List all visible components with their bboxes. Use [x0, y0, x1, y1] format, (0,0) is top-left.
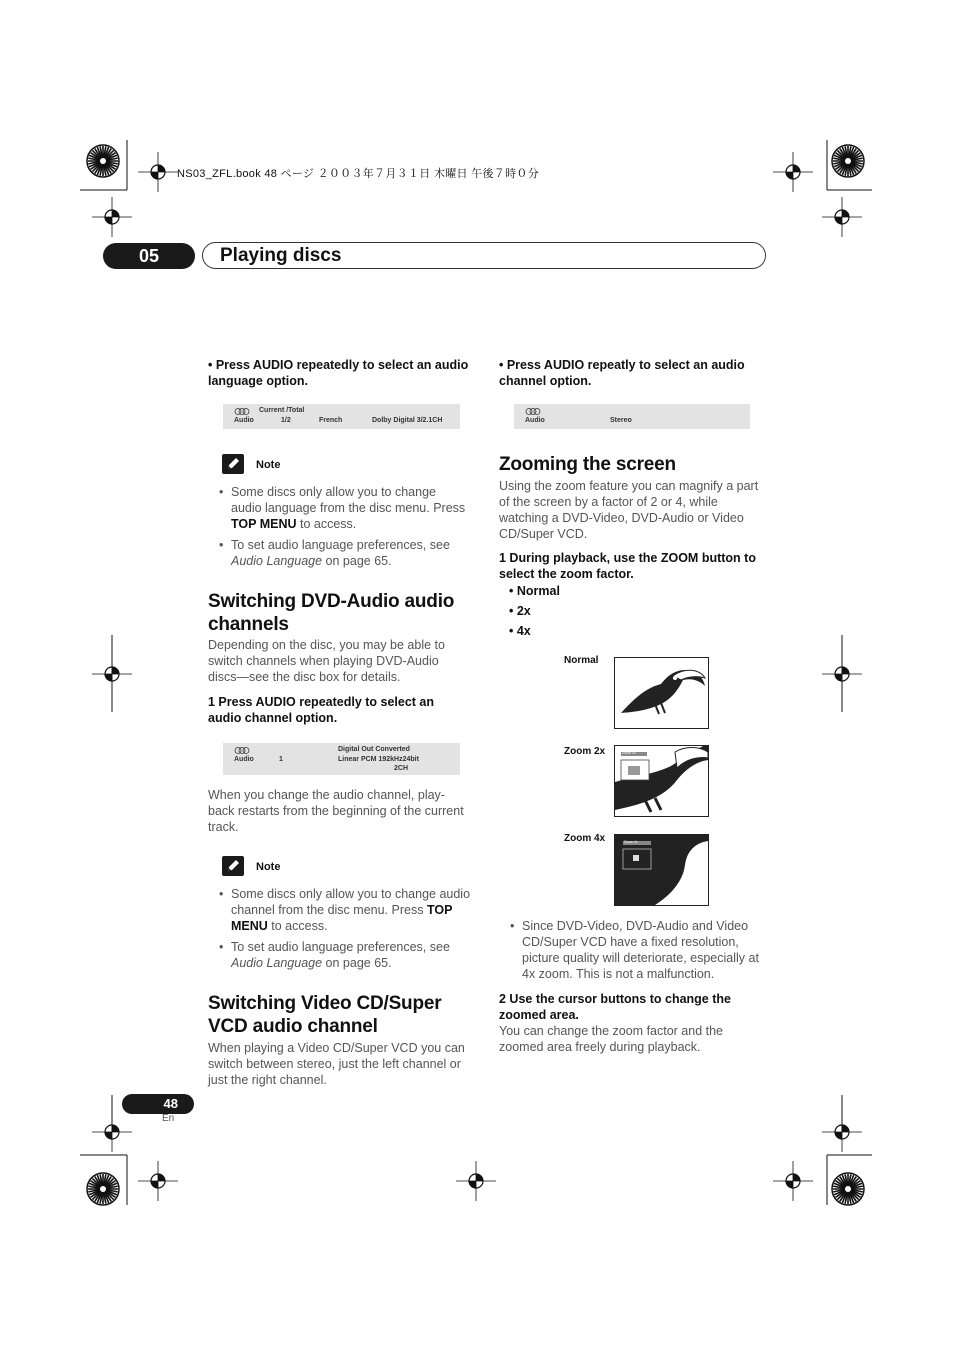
osd-line: Digital Out Converted: [338, 746, 410, 753]
note-icon: [222, 856, 244, 876]
section-body: Using the zoom feature you can magnify a part of the screen by a factor of 2 or 4, while watching a DVD-Video, DVD-Audio or Video CD/Super VCD.: [499, 479, 759, 541]
step-select-channel: 1 Press AUDIO repeatedly to select an audio channel option.: [208, 695, 435, 725]
language-code: En: [162, 1113, 175, 1124]
toucan-zoom-2x-illustration: [615, 746, 708, 816]
zoom-option: • Normal: [509, 584, 560, 598]
note-item: • Some discs only allow you to change audio channel from the disc menu. Press TOP MENU to access.: [217, 886, 473, 934]
figure-label: Zoom 4x: [564, 833, 606, 844]
audio-icon: [234, 408, 250, 415]
note-label: Note: [256, 861, 281, 873]
step-cursor-buttons: 2 Use the cursor buttons to change the zoomed area.: [499, 992, 731, 1022]
osd-value-channel: 1: [279, 756, 283, 763]
section-heading: Zooming the screen: [499, 454, 676, 475]
zoom-note-item: • Since DVD-Video, DVD-Audio and Video CD/Super VCD have a fixed resolution, picture quality will deteriorate, especially at 4x zoom. This is not a malfunction.: [508, 918, 764, 982]
osd-value-language: French: [319, 417, 343, 424]
note-item: • To set audio language preferences, see Audio Language on page 65.: [217, 537, 467, 569]
osd-audio-channel: [223, 743, 460, 775]
page-number-badge: 48: [122, 1094, 194, 1114]
zoom-options-list: [509, 581, 560, 641]
figure-label: Zoom 2x: [564, 746, 606, 757]
chapter-title: Playing discs: [220, 245, 342, 266]
zoom-osd-label: Zoom 2x: [622, 751, 636, 755]
section-body: Depending on the disc, you may be able to switch channels when playing DVD-Audio discs—see the disc box for details.: [208, 638, 445, 684]
after-osd-text: When you change the audio channel, play-back restarts from the beginning of the current track.: [208, 788, 464, 834]
osd-value: Stereo: [610, 417, 632, 424]
osd-audio-stereo: [514, 404, 750, 429]
osd-line: Linear PCM 192kHz24bit: [338, 756, 419, 763]
osd-audio-language: [223, 404, 460, 429]
osd-value-format: Dolby Digital 3/2.1CH: [372, 417, 443, 424]
figure-label: Normal: [564, 655, 599, 666]
step-press-audio-channel: • Press AUDIO repeatly to select an audio channel option.: [499, 358, 745, 388]
figure-normal: [614, 657, 709, 729]
figure-zoom-2x: [614, 745, 709, 817]
note-item: • To set audio language preferences, see Audio Language on page 65.: [217, 939, 473, 971]
toucan-zoom-4x-illustration: [615, 835, 708, 905]
figure-zoom-4x: [614, 834, 709, 906]
osd-header: Current /Total: [259, 407, 305, 414]
step-press-audio-language: • Press AUDIO repeatedly to select an audio language option.: [208, 358, 469, 388]
audio-icon: [525, 408, 541, 415]
osd-label: Audio: [525, 417, 545, 424]
section-body: When playing a Video CD/Super VCD you can switch between stereo, just the left channel or just the right channel.: [208, 1041, 465, 1087]
chapter-number-badge: 05: [103, 243, 195, 269]
zoom-option: • 2x: [509, 604, 531, 618]
zoom-option: • 4x: [509, 624, 531, 638]
print-header: NS03_ZFL.book 48 ページ ２００３年７月３１日 木曜日 午後７時０分: [177, 168, 539, 180]
note-item: • Some discs only allow you to change audio language from the disc menu. Press TOP MENU to access.: [217, 484, 467, 532]
step-body: You can change the zoom factor and the zoomed area freely during playback.: [499, 1024, 724, 1054]
toucan-illustration: [615, 658, 708, 728]
section-heading: Switching Video CD/Super VCD audio channel: [208, 993, 442, 1037]
zoom-note-list: [508, 918, 764, 987]
audio-icon: [234, 747, 250, 754]
osd-label: Audio: [234, 756, 254, 763]
note-list: [217, 886, 473, 976]
note-label: Note: [256, 459, 281, 471]
section-heading: Switching DVD-Audio audio channels: [208, 591, 455, 635]
osd-label: Audio: [234, 417, 254, 424]
zoom-osd-label: Zoom 4x: [624, 840, 638, 844]
osd-line: 2CH: [394, 765, 409, 772]
step-zoom-factor: 1 During playback, use the ZOOM button to select the zoom factor.: [499, 551, 756, 581]
note-list: [217, 484, 467, 574]
osd-value-track: 1/2: [281, 417, 291, 424]
note-icon: [222, 454, 244, 474]
